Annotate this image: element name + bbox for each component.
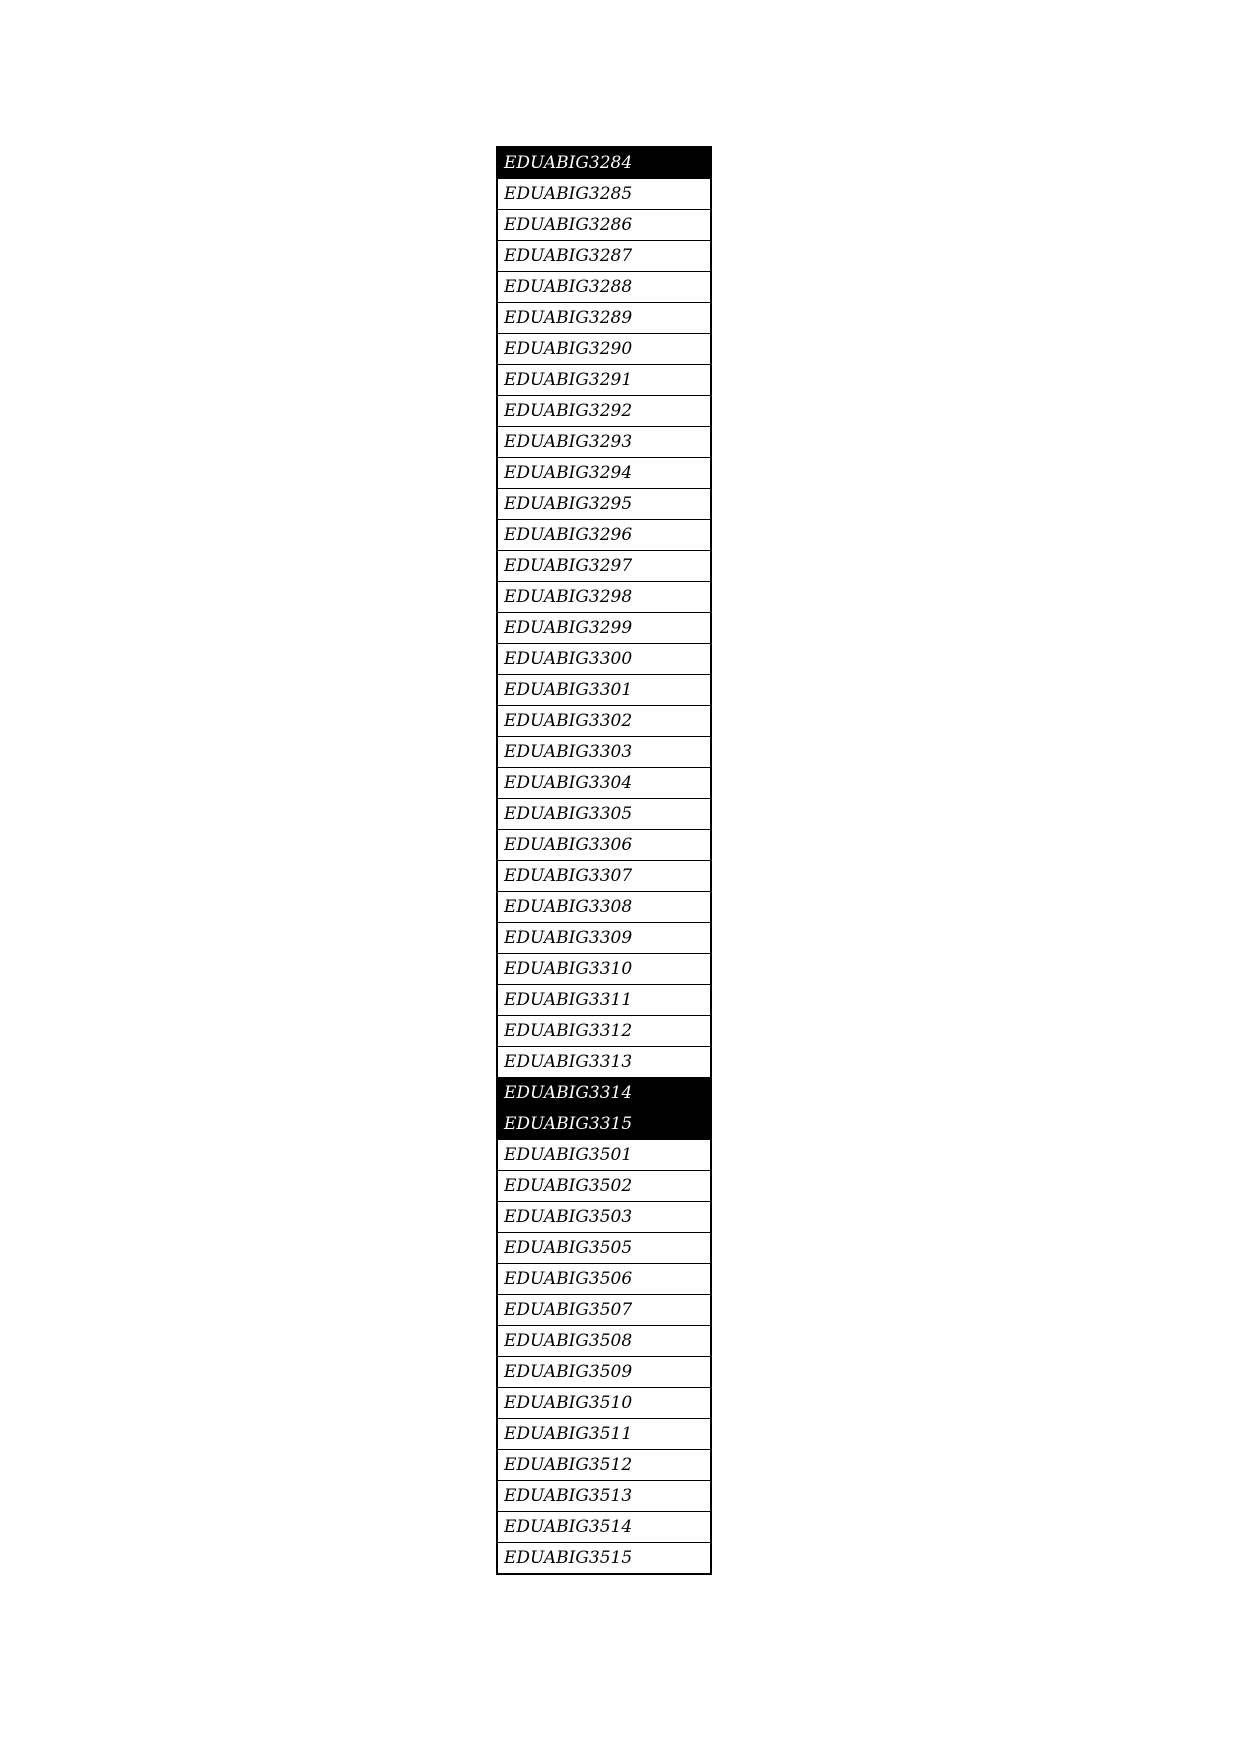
code-cell: EDUABIG3307 xyxy=(497,861,711,892)
code-cell: EDUABIG3510 xyxy=(497,1388,711,1419)
table-row xyxy=(497,923,711,954)
table-row xyxy=(497,1357,711,1388)
code-list-body xyxy=(497,147,711,1574)
table-row xyxy=(497,613,711,644)
table-row xyxy=(497,892,711,923)
code-cell: EDUABIG3306 xyxy=(497,830,711,861)
table-row xyxy=(497,582,711,613)
table-row xyxy=(497,1543,711,1575)
code-cell: EDUABIG3293 xyxy=(497,427,711,458)
table-row xyxy=(497,644,711,675)
table-row xyxy=(497,334,711,365)
code-list-table xyxy=(496,146,712,1575)
table-row xyxy=(497,427,711,458)
code-cell: EDUABIG3291 xyxy=(497,365,711,396)
code-cell: EDUABIG3503 xyxy=(497,1202,711,1233)
code-cell: EDUABIG3308 xyxy=(497,892,711,923)
table-row xyxy=(497,1450,711,1481)
code-cell: EDUABIG3287 xyxy=(497,241,711,272)
table-row xyxy=(497,272,711,303)
code-cell: EDUABIG3297 xyxy=(497,551,711,582)
code-cell: EDUABIG3310 xyxy=(497,954,711,985)
table-row xyxy=(497,551,711,582)
code-cell: EDUABIG3288 xyxy=(497,272,711,303)
table-row xyxy=(497,210,711,241)
code-cell: EDUABIG3309 xyxy=(497,923,711,954)
code-cell: EDUABIG3298 xyxy=(497,582,711,613)
code-cell: EDUABIG3305 xyxy=(497,799,711,830)
table-row xyxy=(497,1171,711,1202)
code-cell: EDUABIG3289 xyxy=(497,303,711,334)
code-cell: EDUABIG3285 xyxy=(497,179,711,210)
table-row xyxy=(497,1140,711,1171)
table-row xyxy=(497,520,711,551)
code-cell: EDUABIG3303 xyxy=(497,737,711,768)
table-row xyxy=(497,985,711,1016)
code-cell: EDUABIG3304 xyxy=(497,768,711,799)
code-cell: EDUABIG3513 xyxy=(497,1481,711,1512)
table-row-highlighted xyxy=(497,147,711,179)
table-row xyxy=(497,1202,711,1233)
table-row xyxy=(497,1264,711,1295)
code-cell: EDUABIG3506 xyxy=(497,1264,711,1295)
table-row xyxy=(497,1388,711,1419)
code-cell: EDUABIG3290 xyxy=(497,334,711,365)
code-cell: EDUABIG3514 xyxy=(497,1512,711,1543)
table-row xyxy=(497,1419,711,1450)
table-row xyxy=(497,954,711,985)
table-row xyxy=(497,1295,711,1326)
code-cell: EDUABIG3509 xyxy=(497,1357,711,1388)
code-cell: EDUABIG3299 xyxy=(497,613,711,644)
code-cell: EDUABIG3301 xyxy=(497,675,711,706)
code-cell: EDUABIG3501 xyxy=(497,1140,711,1171)
code-cell: EDUABIG3511 xyxy=(497,1419,711,1450)
table-row-highlighted xyxy=(497,1078,711,1109)
table-row-highlighted xyxy=(497,1109,711,1140)
code-cell: EDUABIG3302 xyxy=(497,706,711,737)
code-cell: EDUABIG3505 xyxy=(497,1233,711,1264)
table-row xyxy=(497,1016,711,1047)
table-row xyxy=(497,861,711,892)
table-row xyxy=(497,737,711,768)
table-row xyxy=(497,1326,711,1357)
code-cell: EDUABIG3502 xyxy=(497,1171,711,1202)
code-cell: EDUABIG3294 xyxy=(497,458,711,489)
code-cell: EDUABIG3315 xyxy=(497,1109,711,1140)
code-cell: EDUABIG3311 xyxy=(497,985,711,1016)
code-cell: EDUABIG3286 xyxy=(497,210,711,241)
code-cell: EDUABIG3512 xyxy=(497,1450,711,1481)
table-row xyxy=(497,489,711,520)
code-cell: EDUABIG3296 xyxy=(497,520,711,551)
code-cell: EDUABIG3507 xyxy=(497,1295,711,1326)
table-row xyxy=(497,241,711,272)
table-row xyxy=(497,303,711,334)
table-row xyxy=(497,1481,711,1512)
code-cell: EDUABIG3295 xyxy=(497,489,711,520)
code-cell: EDUABIG3312 xyxy=(497,1016,711,1047)
table-row xyxy=(497,365,711,396)
table-row xyxy=(497,706,711,737)
code-cell: EDUABIG3508 xyxy=(497,1326,711,1357)
code-cell: EDUABIG3292 xyxy=(497,396,711,427)
table-row xyxy=(497,768,711,799)
table-row xyxy=(497,1047,711,1078)
table-row xyxy=(497,396,711,427)
table-row xyxy=(497,1512,711,1543)
table-row xyxy=(497,179,711,210)
code-cell: EDUABIG3300 xyxy=(497,644,711,675)
table-row xyxy=(497,799,711,830)
code-cell: EDUABIG3515 xyxy=(497,1543,711,1575)
code-cell: EDUABIG3313 xyxy=(497,1047,711,1078)
code-cell: EDUABIG3284 xyxy=(497,147,711,179)
table-row xyxy=(497,458,711,489)
code-cell: EDUABIG3314 xyxy=(497,1078,711,1109)
table-row xyxy=(497,675,711,706)
table-row xyxy=(497,830,711,861)
table-row xyxy=(497,1233,711,1264)
